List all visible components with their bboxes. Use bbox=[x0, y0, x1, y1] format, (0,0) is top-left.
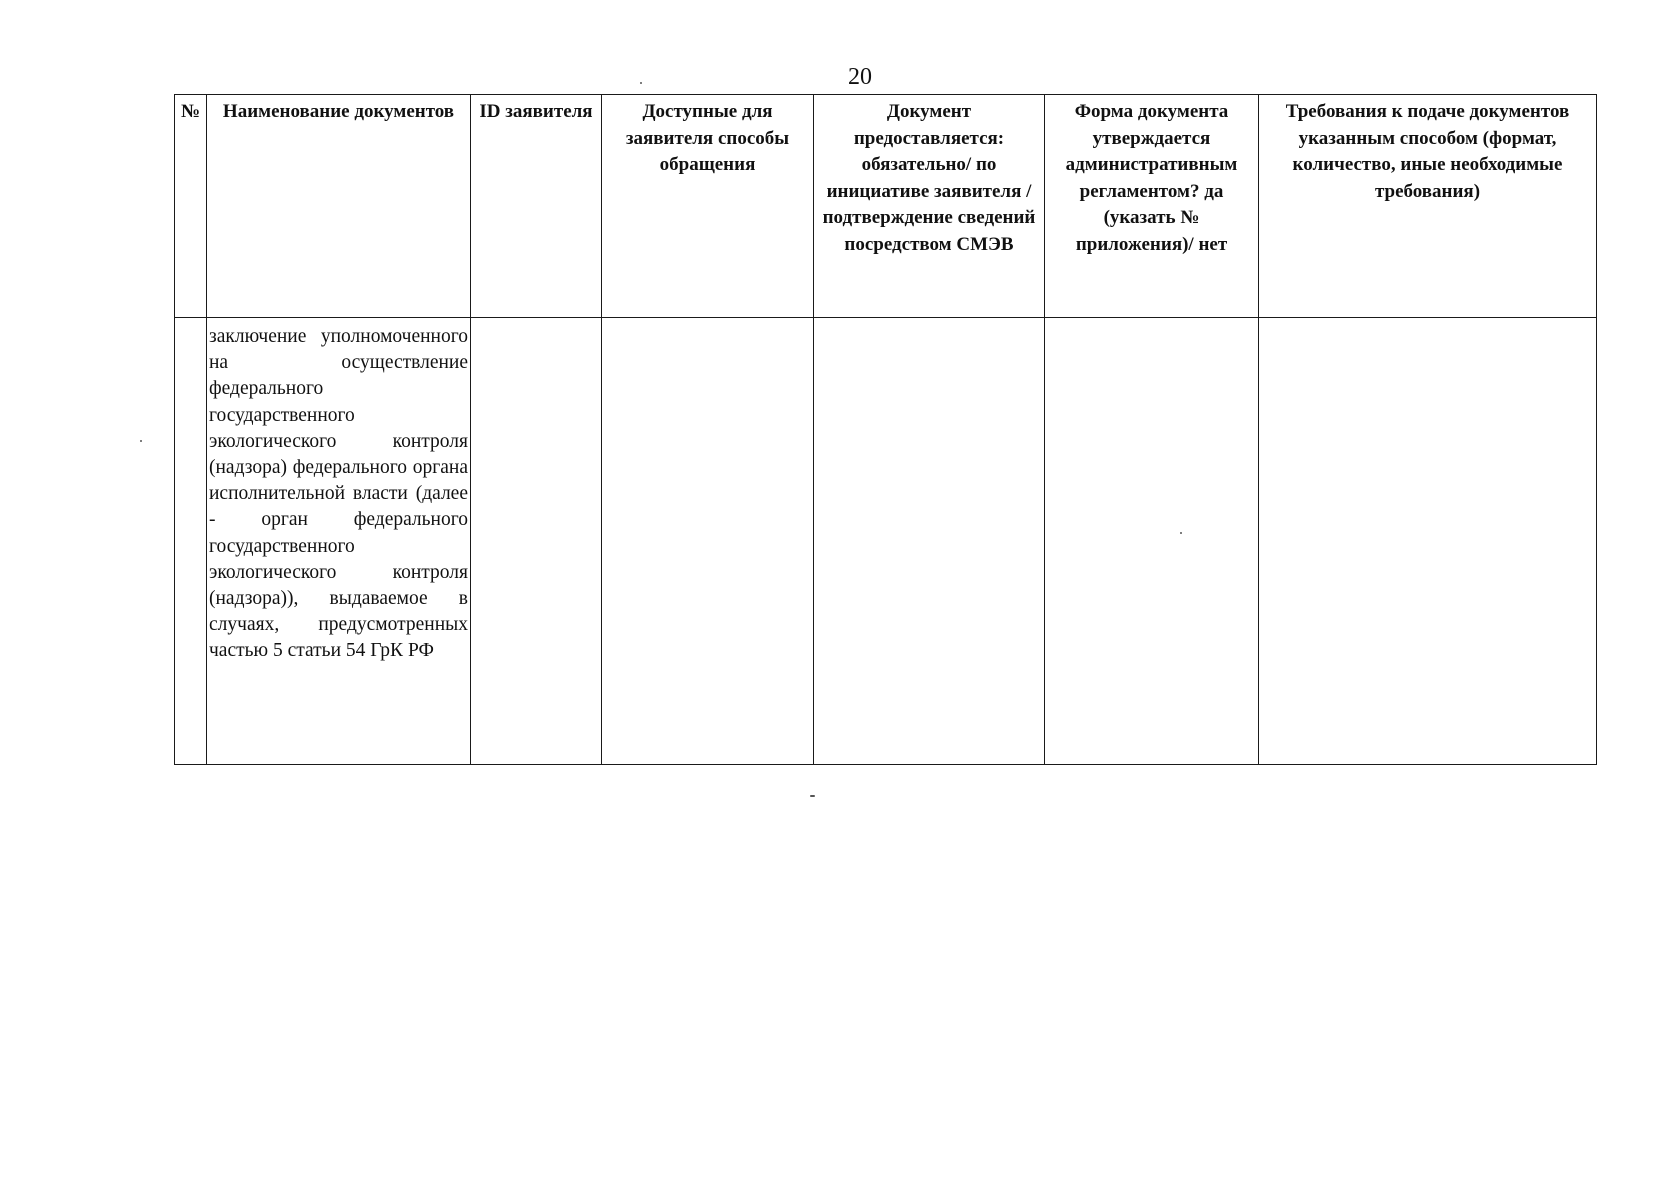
header-document-name: Наименование документов bbox=[207, 95, 471, 318]
header-provision-mode: Документ предоставляется: обязательно/ по инициативе заявителя /подтверждение сведений посредством СМЭВ bbox=[814, 95, 1045, 318]
cell-document-name bbox=[207, 318, 471, 765]
header-applicant-id: ID заявителя bbox=[471, 95, 602, 318]
header-access-methods: Доступные для заявителя способы обращения bbox=[602, 95, 814, 318]
header-submission-requirements: Требования к подаче документов указанным способом (формат, количество, иные необходимые требования) bbox=[1259, 95, 1597, 318]
scan-speck bbox=[810, 795, 815, 797]
scan-speck bbox=[640, 82, 642, 84]
page-number: 20 bbox=[848, 64, 872, 90]
scan-speck bbox=[140, 440, 142, 442]
scan-speck bbox=[1180, 532, 1182, 534]
cell-access-methods bbox=[602, 318, 814, 765]
cell-provision-mode bbox=[814, 318, 1045, 765]
table-header-row bbox=[175, 95, 1597, 318]
table-row bbox=[175, 318, 1597, 765]
document-name-text: заключение уполномоченного на осуществление федерального государственного экологического контроля (надзора) федерального органа исполнительной власти (далее - орган федерального государственного экологического контроля (надзора)), выдаваемое в случаях, предусмотренных частью 5 статьи 54 ГрК РФ bbox=[209, 326, 468, 662]
header-number: № bbox=[175, 95, 207, 318]
header-form-approved: Форма документа утверждается административным регламентом? да (указать № приложения)/ нет bbox=[1045, 95, 1259, 318]
documents-table bbox=[174, 94, 1597, 765]
cell-form-approved bbox=[1045, 318, 1259, 765]
cell-number bbox=[175, 318, 207, 765]
cell-submission-requirements bbox=[1259, 318, 1597, 765]
cell-applicant-id bbox=[471, 318, 602, 765]
